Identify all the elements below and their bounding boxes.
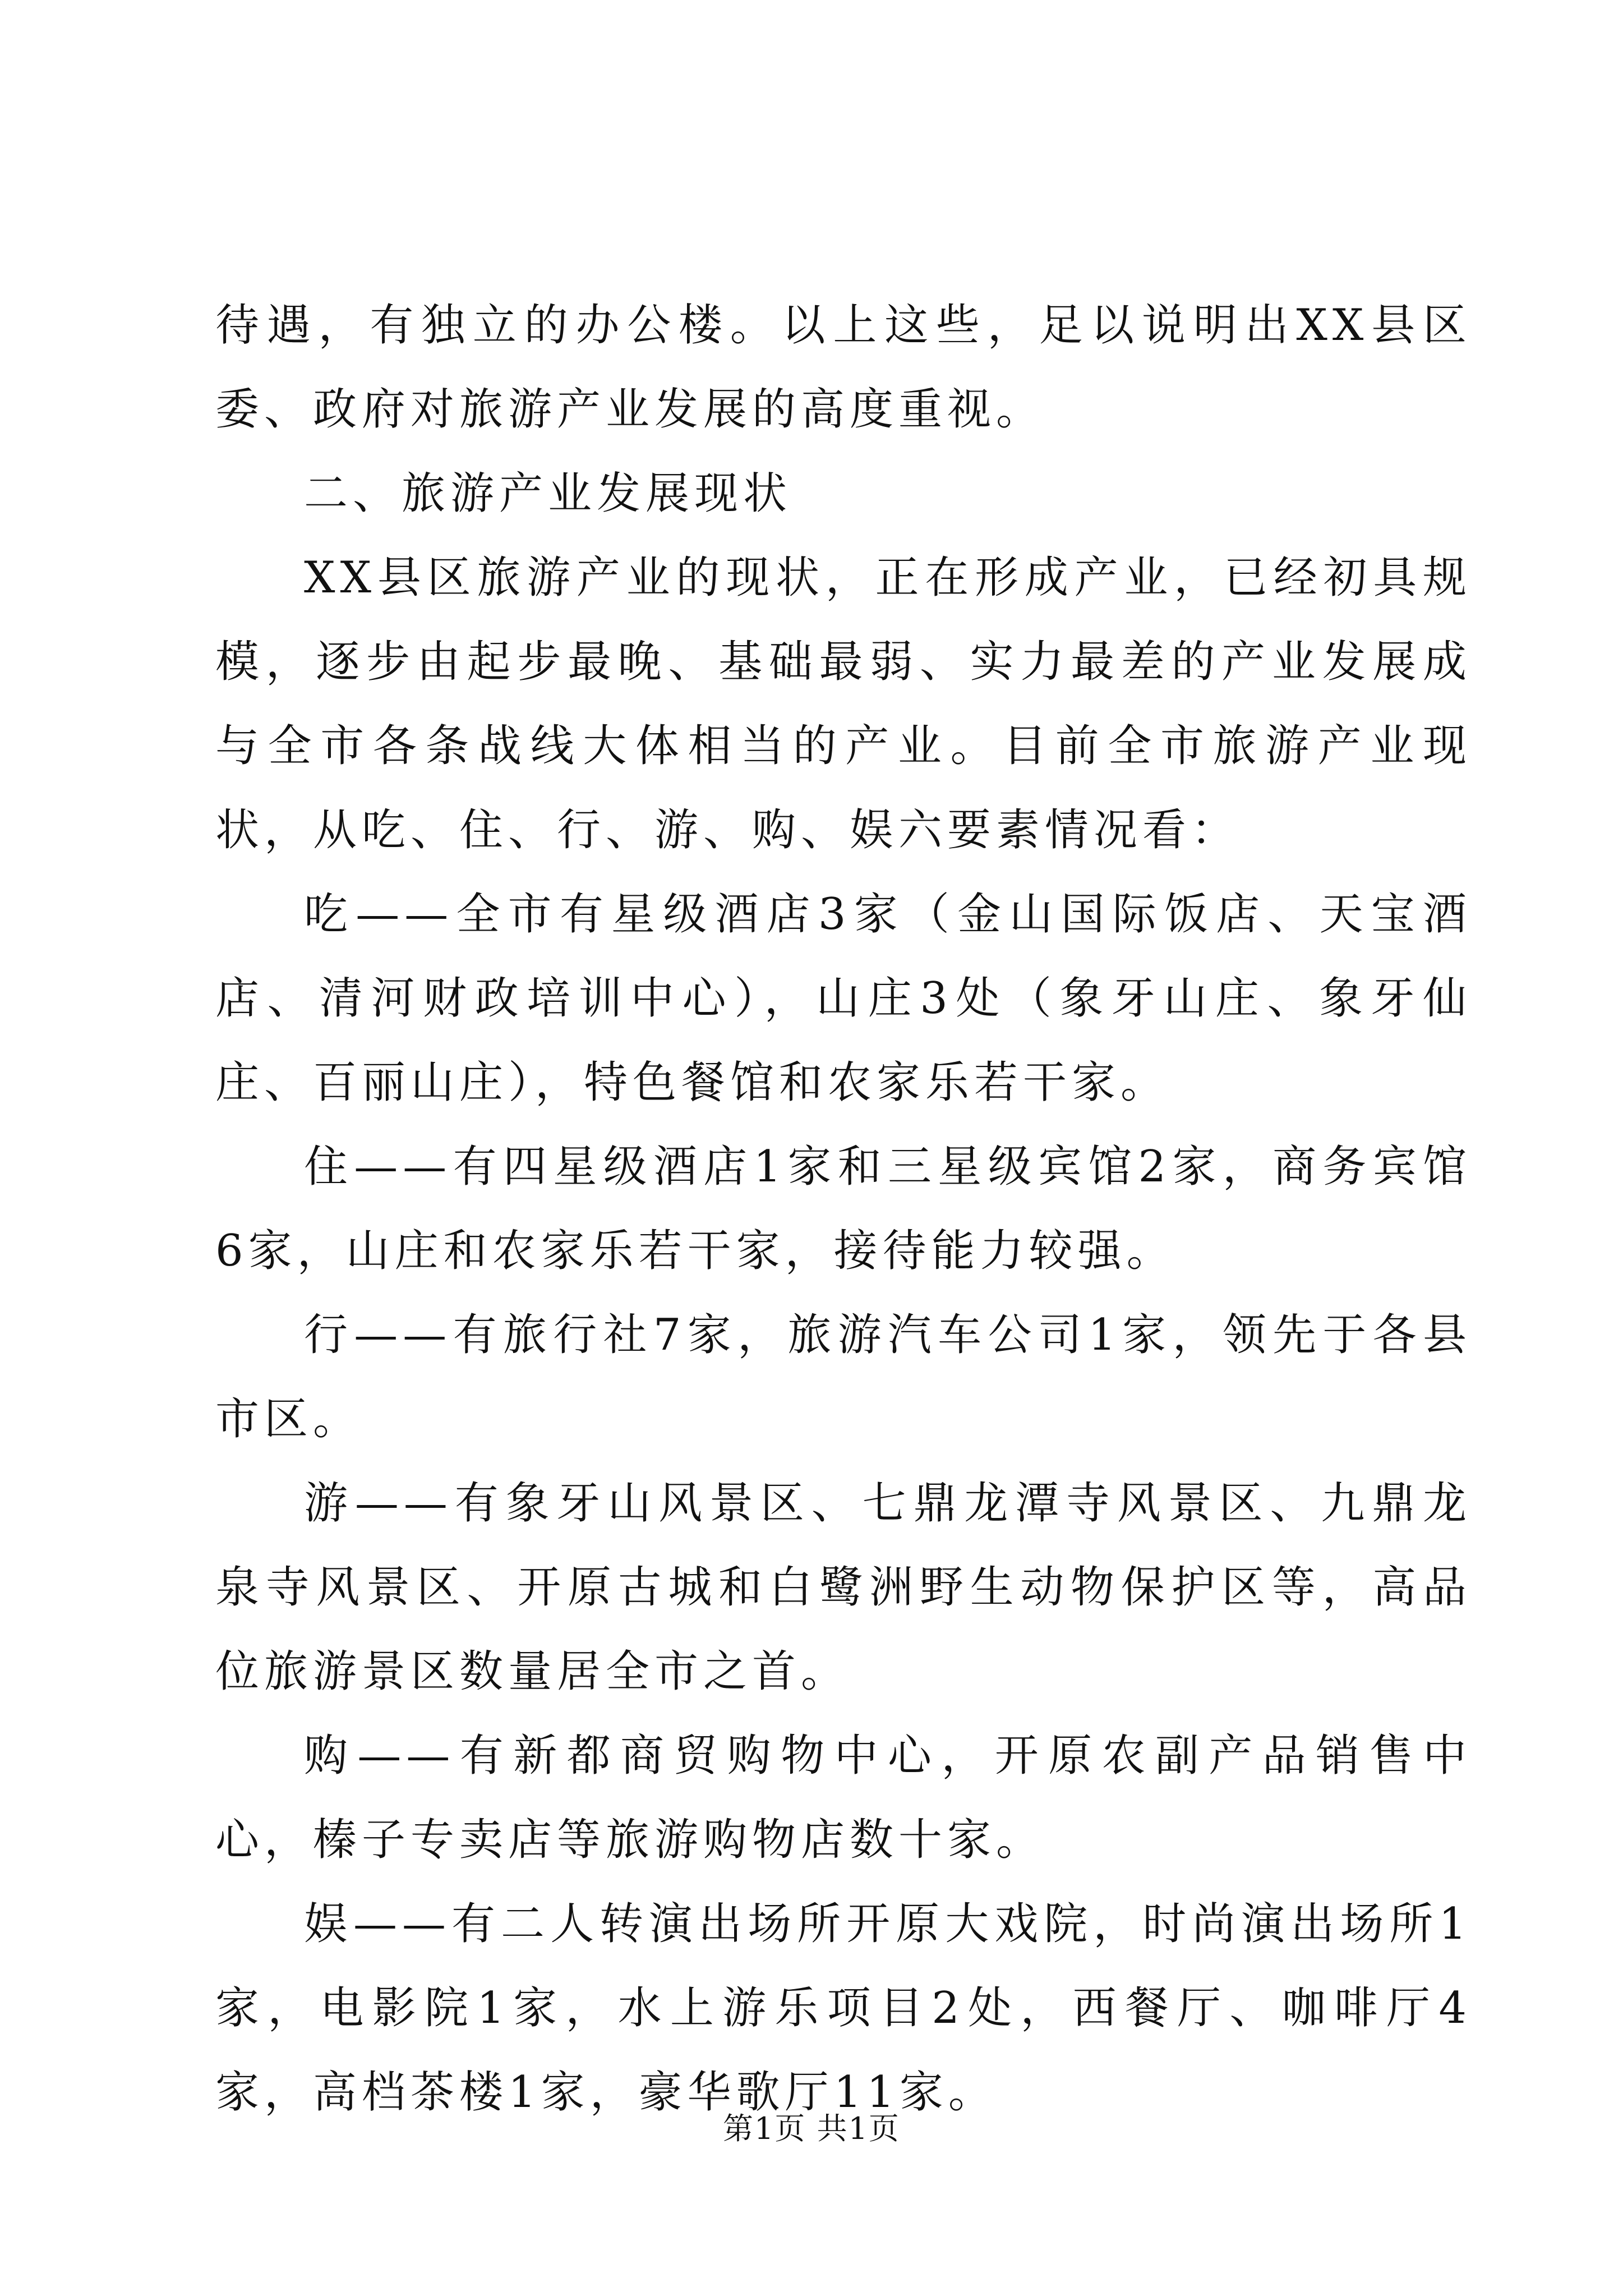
paragraph-overview: XX县区旅游产业的现状，正在形成产业，已经初具规模，逐步由起步最晚、基础最弱、实力最差的产业发展成与全市各条战线大体相当的产业。目前全市旅游产业现状，从吃、住、行、游、购、娱六要素情况看： xyxy=(215,553,1472,855)
paragraph-eat: 吃——全市有星级酒店3家（金山国际饭店、天宝酒店、清河财政培训中心），山庄3处（象牙山庄、象牙仙庄、百丽山庄），特色餐馆和农家乐若干家。 xyxy=(215,889,1472,1108)
paragraph-sightseeing: 游——有象牙山风景区、七鼎龙潭寺风景区、九鼎龙泉寺风景区、开原古城和白鹭洲野生动物保护区等，高品位旅游景区数量居全市之首。 xyxy=(215,1478,1472,1697)
section-heading: 二、旅游产业发展现状 xyxy=(304,468,792,519)
paragraph-shopping: 购——有新都商贸购物中心，开原农副产品销售中心，榛子专卖店等旅游购物店数十家。 xyxy=(215,1731,1472,1865)
paragraph-entertainment: 娱——有二人转演出场所开原大戏院，时尚演出场所1家，电影院1家，水上游乐项目2处，西餐厅、咖啡厅4家，高档茶楼1家，豪华歌厅11家。 xyxy=(215,1899,1472,2118)
paragraph-travel: 行——有旅行社7家，旅游汽车公司1家，领先于各县市区。 xyxy=(215,1310,1472,1444)
page-footer: 第1页 共1页 xyxy=(723,2111,900,2146)
document-body xyxy=(215,283,1472,2134)
paragraph-continuation: 待遇，有独立的办公楼。以上这些，足以说明出XX县区委、政府对旅游产业发展的高度重视。 xyxy=(215,300,1472,435)
paragraph-stay: 住——有四星级酒店1家和三星级宾馆2家，商务宾馆6家，山庄和农家乐若干家，接待能力较强。 xyxy=(215,1142,1472,1276)
